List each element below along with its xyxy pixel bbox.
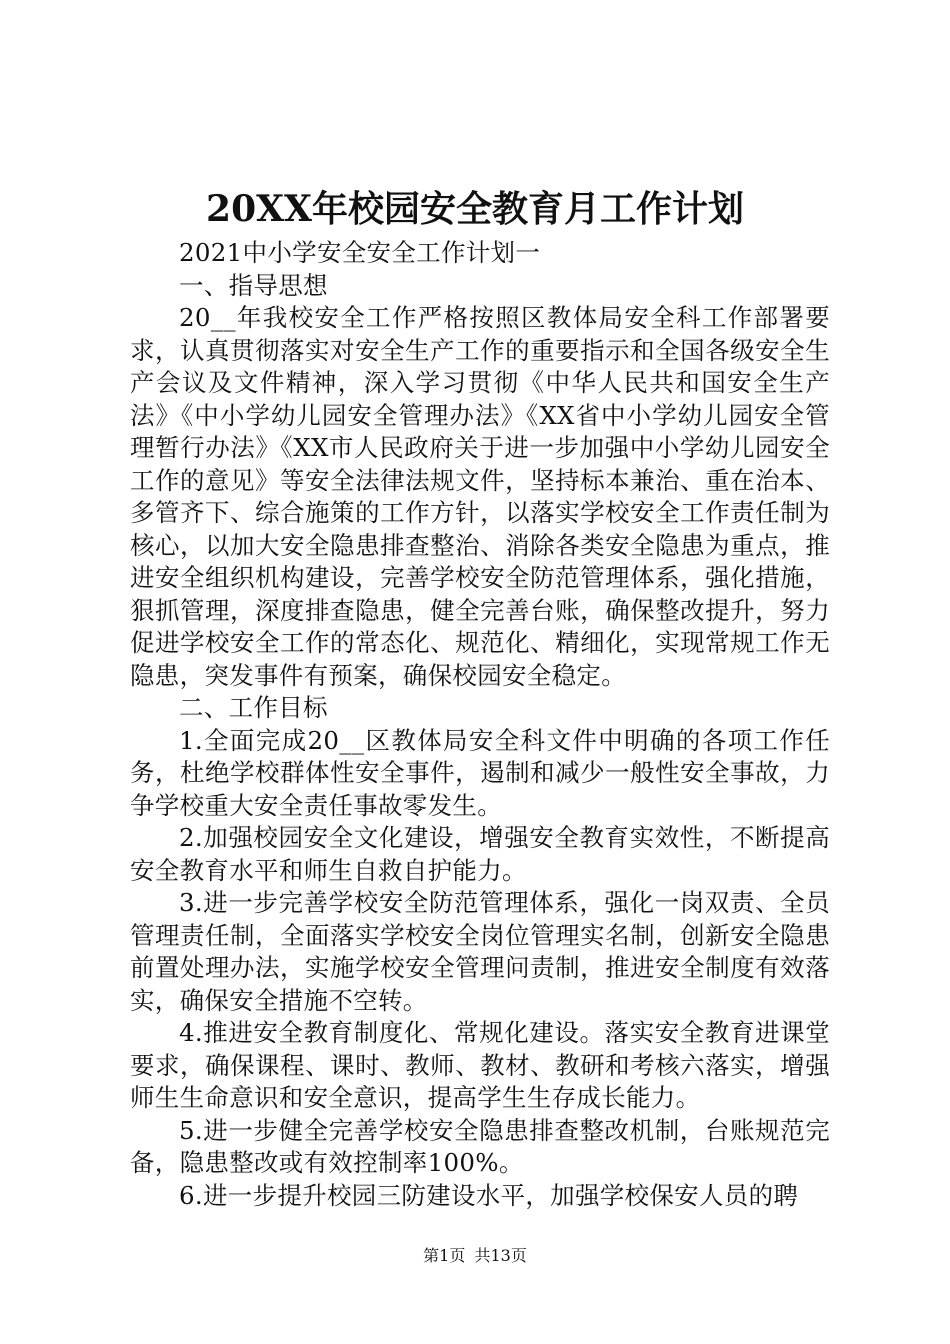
paragraph-goal-6: 6.进一步提升校园三防建设水平，加强学校保安人员的聘 [179,1180,799,1210]
paragraph-guiding-thought: 20__年我校安全工作严格按照区教体局安全科工作部署要求，认真贯彻落实对安全生产工作的重要指示和全国各级安全生产会议及文件精神，深入学习贯彻《中华人民共和国安全生产法》《中小学幼儿园安全管理办法》《XX省中小学幼儿园安全管理暂行办法》《XX市人民政府关于进一步加强中小学幼儿园安全工作的意见》等安全法律法规文件，坚持标本兼治、重在治本、多管齐下、综合施策的工作方针，以落实学校安全工作责任制为核心，以加大安全隐患排查整治、消除各类安全隐患为重点，推进安全组织机构建设，完善学校安全防范管理体系，强化措施，狠抓管理，深度排查隐患，健全完善台账，确保整改提升，努力促进学校安全工作的常态化、规范化、精细化，实现常规工作无隐患，突发事件有预案，确保校园安全稳定。 [130,303,830,690]
section-heading-guiding-thought: 一、指导思想 [179,270,328,300]
page-total: 共13页 [474,1246,527,1265]
paragraph-goal-1: 1.全面完成20__区教体局安全科文件中明确的各项工作任务，杜绝学校群体性安全事件，遏制和减少一般性安全事故，力争学校重大安全责任事故零发生。 [130,725,830,820]
document-body [130,237,830,1212]
paragraph-plan-heading: 2021中小学安全安全工作计划一 [179,238,541,267]
page-footer [0,1246,950,1266]
page-number: 第1页 [423,1246,466,1265]
section-heading-work-goals: 二、工作目标 [179,693,328,722]
paragraph-goal-5: 5.进一步健全完善学校安全隐患排查整改机制，台账规范完备，隐患整改或有效控制率100%。 [130,1115,830,1177]
paragraph-goal-2: 2.加强校园安全文化建设，增强安全教育实效性，不断提高安全教育水平和师生自救自护能力。 [130,823,830,885]
paragraph-goal-3: 3.进一步完善学校安全防范管理体系，强化一岗双责、全员管理责任制，全面落实学校安全岗位管理实名制，创新安全隐患前置处理办法，实施学校安全管理问责制，推进安全制度有效落实，确保安全措施不空转。 [130,888,830,1015]
paragraph-goal-4: 4.推进安全教育制度化、常规化建设。落实安全教育进课堂要求，确保课程、课时、教师、教材、教研和考核六落实，增强师生生命意识和安全意识，提高学生生存成长能力。 [130,1018,830,1112]
document-title: 20XX年校园安全教育月工作计划 [206,188,744,230]
